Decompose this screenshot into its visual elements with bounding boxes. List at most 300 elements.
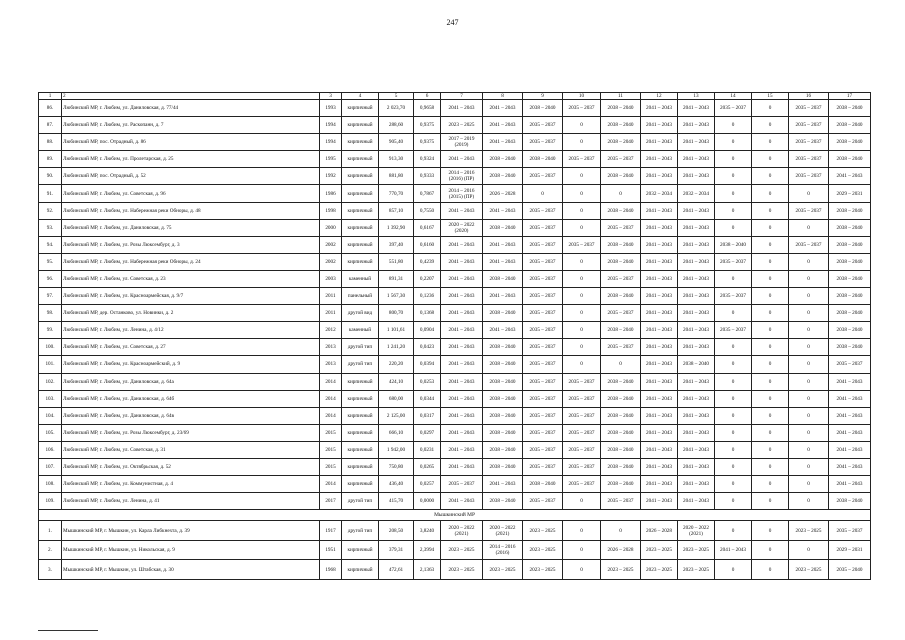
table-cell: кирпичный bbox=[342, 476, 379, 493]
table-cell: 97. bbox=[39, 288, 62, 305]
table-cell: 2,3994 bbox=[414, 540, 441, 560]
table-cell: 0,7867 bbox=[414, 185, 441, 202]
table-cell: 2041 – 2043 bbox=[483, 236, 523, 253]
table-row bbox=[39, 270, 871, 287]
table-cell: 14 bbox=[715, 93, 752, 100]
table-cell: 2041 – 2043 bbox=[441, 441, 483, 458]
table-cell: 2035 – 2037 bbox=[523, 493, 563, 510]
table-row bbox=[39, 407, 871, 424]
table-cell: 2029 – 2031 bbox=[829, 185, 871, 202]
table-cell: 2035 – 2037 bbox=[563, 476, 601, 493]
table-cell: 0,7550 bbox=[414, 202, 441, 219]
table-cell: 0 bbox=[563, 168, 601, 185]
table-cell: 0 bbox=[601, 356, 641, 373]
table-cell: 2038 – 2040 bbox=[678, 356, 715, 373]
table-cell: 2017 bbox=[320, 493, 342, 510]
table-cell: 96. bbox=[39, 270, 62, 287]
table-row bbox=[39, 373, 871, 390]
address-cell: Любинский МР, г. Любим, ул. Раскопанн, д. 7 bbox=[62, 117, 320, 134]
table-cell: 2023 – 2025 bbox=[641, 540, 678, 560]
table-cell: 2035 – 2037 bbox=[523, 424, 563, 441]
table-cell: 2038 – 2040 bbox=[829, 134, 871, 151]
table-cell: 0,0317 bbox=[414, 407, 441, 424]
table-cell: 2041 – 2043 bbox=[641, 476, 678, 493]
table-cell: 2041 – 2043 bbox=[641, 441, 678, 458]
table-cell: 2041 – 2043 bbox=[641, 288, 678, 305]
table-row bbox=[39, 253, 871, 270]
table-cell: 0 bbox=[715, 458, 752, 475]
table-cell: 0,0904 bbox=[414, 322, 441, 339]
table-cell: 2038 – 2040 bbox=[483, 305, 523, 322]
table-cell: 2035 – 2037 bbox=[829, 521, 871, 541]
table-cell: 2023 – 2025 bbox=[641, 560, 678, 580]
table-cell: 2041 – 2043 bbox=[441, 100, 483, 117]
table-cell: 2035 – 2037 bbox=[523, 288, 563, 305]
table-cell: 2023 – 2025 bbox=[523, 521, 563, 541]
address-cell: 2 bbox=[62, 93, 320, 100]
table-cell: 2014 bbox=[320, 407, 342, 424]
table-cell: 1998 bbox=[320, 202, 342, 219]
table-cell: 2035 – 2037 bbox=[789, 151, 829, 168]
table-cell: кирпичный bbox=[342, 151, 379, 168]
table-cell: 2041 – 2043 bbox=[715, 540, 752, 560]
table-cell: 2035 – 2037 bbox=[523, 305, 563, 322]
table-cell: 2041 – 2043 bbox=[678, 458, 715, 475]
table-cell: 0 bbox=[752, 441, 789, 458]
table-cell: 2035 – 2037 bbox=[523, 270, 563, 287]
table-cell: 0 bbox=[752, 202, 789, 219]
table-cell: 89. bbox=[39, 151, 62, 168]
table-cell: 2011 bbox=[320, 288, 342, 305]
table-cell: 0 bbox=[563, 202, 601, 219]
table-cell: 2038 – 2040 bbox=[483, 424, 523, 441]
table-row bbox=[39, 93, 871, 100]
table-cell: 2000 bbox=[320, 219, 342, 236]
table-cell: 95. bbox=[39, 253, 62, 270]
table-cell: 2035 – 2037 bbox=[789, 202, 829, 219]
table-cell: 1995 bbox=[320, 151, 342, 168]
address-cell: Любинский МР, дер. Останково, ул. Новинки, д. 2 bbox=[62, 305, 320, 322]
table-cell: 2041 – 2043 bbox=[678, 168, 715, 185]
table-cell: 0,4239 bbox=[414, 253, 441, 270]
table-cell: 0 bbox=[523, 185, 563, 202]
table-cell: 101. bbox=[39, 356, 62, 373]
table-cell: 13 bbox=[678, 93, 715, 100]
table-row bbox=[39, 134, 871, 151]
table-cell: 2041 – 2043 bbox=[641, 322, 678, 339]
table-cell: 2038 – 2040 bbox=[483, 407, 523, 424]
address-cell: Любинский МР, г. Любим, ул. Коммунистная, д. 4 bbox=[62, 476, 320, 493]
table-cell: 2038 – 2040 bbox=[601, 424, 641, 441]
table-cell: другой тип bbox=[342, 356, 379, 373]
table-cell: 2035 – 2040 bbox=[829, 560, 871, 580]
table-cell: 2041 – 2043 bbox=[829, 407, 871, 424]
address-cell: Любинский МР, пос. Отрадный, д. 86 bbox=[62, 134, 320, 151]
table-cell: кирпичный bbox=[342, 441, 379, 458]
footer-rule bbox=[38, 630, 98, 631]
table-cell: 2035 – 2037 bbox=[563, 390, 601, 407]
table-cell: 0 bbox=[563, 521, 601, 541]
table-cell: 2014 bbox=[320, 373, 342, 390]
table-cell: кирпичный bbox=[342, 219, 379, 236]
table-cell: кирпичный bbox=[342, 202, 379, 219]
table-cell: 2041 – 2043 bbox=[441, 373, 483, 390]
table-cell: 0 bbox=[752, 253, 789, 270]
table-cell: 0 bbox=[752, 151, 789, 168]
table-cell: 0 bbox=[752, 521, 789, 541]
table-cell: 0 bbox=[563, 270, 601, 287]
address-cell: Любинский МР, г. Любим, ул. Набережная реки Обноры, д. 48 bbox=[62, 202, 320, 219]
table-row bbox=[39, 493, 871, 510]
table-cell: 2035 – 2037 bbox=[789, 117, 829, 134]
table-cell: 2041 – 2043 bbox=[829, 390, 871, 407]
table-cell: 2041 – 2043 bbox=[441, 493, 483, 510]
table-cell: 2035 – 2037 bbox=[601, 305, 641, 322]
table-cell: 2041 – 2043 bbox=[678, 202, 715, 219]
table-cell: 0 bbox=[789, 305, 829, 322]
table-cell: 2003 bbox=[320, 270, 342, 287]
table-cell: 0 bbox=[715, 185, 752, 202]
table-cell: 0 bbox=[752, 339, 789, 356]
table-cell: 2014 bbox=[320, 476, 342, 493]
table-cell: 2041 – 2043 bbox=[641, 270, 678, 287]
table-cell: 2035 – 2037 bbox=[789, 168, 829, 185]
table-cell: 2041 – 2043 bbox=[483, 476, 523, 493]
table-cell: 0 bbox=[752, 236, 789, 253]
table-cell: 2020 – 2022 (2021) bbox=[483, 521, 523, 541]
table-cell: кирпичный bbox=[342, 373, 379, 390]
table-cell: 2041 – 2043 bbox=[483, 322, 523, 339]
table-cell: 4 bbox=[342, 93, 379, 100]
table-cell: 90. bbox=[39, 168, 62, 185]
table-cell: 2035 – 2037 bbox=[715, 288, 752, 305]
table-cell: 0,6160 bbox=[414, 236, 441, 253]
table-cell: 0,9333 bbox=[414, 168, 441, 185]
table-cell: 905,40 bbox=[379, 134, 414, 151]
table-cell: 0,0000 bbox=[414, 493, 441, 510]
table-cell: 0 bbox=[715, 424, 752, 441]
table-cell: панельный bbox=[342, 288, 379, 305]
table-cell: 2014 bbox=[320, 390, 342, 407]
address-cell: Любинский МР, г. Любим, ул. Красноармейская, д. 9/7 bbox=[62, 288, 320, 305]
table-cell: 2038 – 2040 bbox=[483, 168, 523, 185]
table-cell: 2023 – 2025 bbox=[483, 560, 523, 580]
table-cell: 0 bbox=[752, 185, 789, 202]
table-cell: 2038 – 2040 bbox=[601, 117, 641, 134]
table-cell: кирпичный bbox=[342, 134, 379, 151]
table-cell: 0 bbox=[752, 540, 789, 560]
table-row bbox=[39, 117, 871, 134]
table-cell: 2035 – 2037 bbox=[601, 493, 641, 510]
address-cell: Любинский МР, г. Любим, ул. Розы Люксембург, д. 23/69 bbox=[62, 424, 320, 441]
table-cell: 0 bbox=[789, 424, 829, 441]
table-cell: 0 bbox=[789, 407, 829, 424]
address-cell: Любинский МР, г. Любим, ул. Ленина, д. 4/12 bbox=[62, 322, 320, 339]
table-cell: 2023 – 2025 bbox=[678, 540, 715, 560]
table-cell: 2035 – 2037 bbox=[523, 458, 563, 475]
table-cell: другой тип bbox=[342, 339, 379, 356]
table-cell: 2035 – 2037 bbox=[523, 219, 563, 236]
table-cell: 2038 – 2040 bbox=[483, 356, 523, 373]
table-row bbox=[39, 424, 871, 441]
table-cell: 0 bbox=[752, 390, 789, 407]
table-cell: 2020 – 2022 (2021) bbox=[441, 521, 483, 541]
table-cell: 1951 bbox=[320, 540, 342, 560]
table-cell: 11 bbox=[601, 93, 641, 100]
table-cell: 3,8240 bbox=[414, 521, 441, 541]
table-cell: 472,61 bbox=[379, 560, 414, 580]
table-cell: кирпичный bbox=[342, 560, 379, 580]
table-cell: 15 bbox=[752, 93, 789, 100]
table-cell: 2,1363 bbox=[414, 560, 441, 580]
table-cell: 2038 – 2040 bbox=[483, 441, 523, 458]
table-cell: 1 bbox=[39, 93, 62, 100]
table-cell: 2014 – 2016 (2016) bbox=[483, 540, 523, 560]
table-cell: 0 bbox=[752, 117, 789, 134]
table-cell: 2038 – 2040 bbox=[483, 151, 523, 168]
table-cell: 2041 – 2043 bbox=[441, 236, 483, 253]
table-cell: 0 bbox=[715, 151, 752, 168]
table-cell: 0 bbox=[715, 560, 752, 580]
table-cell: 2035 – 2037 bbox=[715, 322, 752, 339]
table-cell: 2038 – 2040 bbox=[829, 322, 871, 339]
table-cell: 2041 – 2043 bbox=[678, 441, 715, 458]
page-number: 247 bbox=[446, 18, 459, 27]
address-cell: Любинский МР, г. Любим, ул. Красноармейский, д. 9 bbox=[62, 356, 320, 373]
table-cell: 0 bbox=[789, 476, 829, 493]
table-cell: 2035 – 2037 bbox=[601, 339, 641, 356]
table-cell: кирпичный bbox=[342, 100, 379, 117]
table-cell: 2035 – 2037 bbox=[601, 270, 641, 287]
table-cell: 17 bbox=[829, 93, 871, 100]
section-row bbox=[39, 510, 871, 521]
table-cell: 0 bbox=[752, 560, 789, 580]
table-cell: 0,9658 bbox=[414, 100, 441, 117]
table-row bbox=[39, 100, 871, 117]
table-cell: 105. bbox=[39, 424, 62, 441]
table-cell: 0 bbox=[715, 441, 752, 458]
table-cell: 0 bbox=[752, 493, 789, 510]
address-cell: Любинский МР, г. Любим, ул. Советская, д. 96 bbox=[62, 185, 320, 202]
table-row bbox=[39, 441, 871, 458]
table-cell: 2038 – 2040 bbox=[601, 253, 641, 270]
table-cell: 2041 – 2043 bbox=[678, 424, 715, 441]
table-cell: 770,70 bbox=[379, 185, 414, 202]
table-cell: 2023 – 2025 bbox=[789, 560, 829, 580]
table-cell: 2. bbox=[39, 540, 62, 560]
table-cell: 0 bbox=[563, 305, 601, 322]
table-cell: 2041 – 2043 bbox=[641, 117, 678, 134]
table-cell: 2023 – 2025 bbox=[523, 560, 563, 580]
table-cell: 2035 – 2037 bbox=[523, 441, 563, 458]
table-cell: 2026 – 2028 bbox=[483, 185, 523, 202]
table-cell: 2013 bbox=[320, 356, 342, 373]
table-cell: 2 125,00 bbox=[379, 407, 414, 424]
table-cell: 0,9375 bbox=[414, 117, 441, 134]
table-cell: 2035 – 2037 bbox=[523, 322, 563, 339]
table-cell: 2026 – 2028 bbox=[601, 540, 641, 560]
table-cell: кирпичный bbox=[342, 540, 379, 560]
table-cell: 0 bbox=[563, 253, 601, 270]
table-cell: 92. bbox=[39, 202, 62, 219]
table-cell: 2041 – 2043 bbox=[483, 100, 523, 117]
table-cell: 2032 – 2034 bbox=[641, 185, 678, 202]
table-cell: 7 bbox=[441, 93, 483, 100]
table-cell: 2035 – 2037 bbox=[563, 458, 601, 475]
table-cell: 2041 – 2043 bbox=[678, 390, 715, 407]
table-cell: 2041 – 2043 bbox=[829, 476, 871, 493]
table-cell: 2038 – 2040 bbox=[483, 373, 523, 390]
address-cell: Мышкинский МР, г. Мышкин, ул. Никольская, д. 9 bbox=[62, 540, 320, 560]
table-cell: 10 bbox=[563, 93, 601, 100]
table-cell: 2041 – 2043 bbox=[441, 458, 483, 475]
table-cell: 2038 – 2040 bbox=[601, 373, 641, 390]
table-cell: 2041 – 2043 bbox=[641, 339, 678, 356]
table-cell: 2038 – 2040 bbox=[829, 117, 871, 134]
table-cell: 0 bbox=[789, 390, 829, 407]
table-cell: 0 bbox=[563, 219, 601, 236]
table-cell: 2038 – 2040 bbox=[829, 219, 871, 236]
table-cell: 208,50 bbox=[379, 521, 414, 541]
table-cell: 0 bbox=[789, 540, 829, 560]
table-cell: 2017 – 2019 (2019) bbox=[441, 134, 483, 151]
table-cell: кирпичный bbox=[342, 407, 379, 424]
table-cell: 2035 – 2037 bbox=[789, 100, 829, 117]
table-cell: 2041 – 2043 bbox=[678, 134, 715, 151]
table-cell: 2041 – 2043 bbox=[829, 168, 871, 185]
table-cell: 1. bbox=[39, 521, 62, 541]
table-cell: 2014 – 2016 (2016) (ПР) bbox=[441, 168, 483, 185]
table-cell: 86. bbox=[39, 100, 62, 117]
table-cell: 397,40 bbox=[379, 236, 414, 253]
table-row bbox=[39, 151, 871, 168]
address-cell: Любинский МР, г. Любим, ул. Даниловская, д. 77/44 bbox=[62, 100, 320, 117]
table-cell: 2002 bbox=[320, 236, 342, 253]
table-cell: 2038 – 2040 bbox=[829, 270, 871, 287]
table-cell: 2035 – 2037 bbox=[523, 373, 563, 390]
table-cell: 1993 bbox=[320, 100, 342, 117]
table-cell: 108. bbox=[39, 476, 62, 493]
table-cell: другой вид bbox=[342, 305, 379, 322]
table-cell: 2026 – 2028 bbox=[641, 521, 678, 541]
table-cell: каменный bbox=[342, 270, 379, 287]
table-cell: 0 bbox=[563, 540, 601, 560]
table-cell: 424,10 bbox=[379, 373, 414, 390]
address-cell: Любинский МР, г. Любим, ул. Даниловская, д. 64б bbox=[62, 390, 320, 407]
table-cell: 2035 – 2037 bbox=[563, 424, 601, 441]
table-cell: 2023 – 2025 bbox=[678, 560, 715, 580]
table-cell: 1 392,90 bbox=[379, 219, 414, 236]
table-cell: 107. bbox=[39, 458, 62, 475]
table-row bbox=[39, 185, 871, 202]
table-cell: 2013 bbox=[320, 339, 342, 356]
table-cell: другой тип bbox=[342, 521, 379, 541]
table-cell: 0 bbox=[715, 270, 752, 287]
table-cell: 3. bbox=[39, 560, 62, 580]
table-cell: 2023 – 2025 bbox=[441, 560, 483, 580]
table-cell: 2029 – 2031 bbox=[829, 540, 871, 560]
table-cell: 1994 bbox=[320, 134, 342, 151]
table-cell: 0 bbox=[715, 219, 752, 236]
table-cell: 0 bbox=[752, 373, 789, 390]
table-cell: 2041 – 2043 bbox=[641, 407, 678, 424]
table-cell: 379,31 bbox=[379, 540, 414, 560]
table-cell: 2035 – 2037 bbox=[523, 134, 563, 151]
table-row bbox=[39, 390, 871, 407]
table-cell: 0 bbox=[715, 305, 752, 322]
table-cell: 2041 – 2043 bbox=[829, 373, 871, 390]
address-cell: Любинский МР, г. Любим, ул. Даниловская, д. 75 bbox=[62, 219, 320, 236]
table-row bbox=[39, 219, 871, 236]
table-cell: 2035 – 2037 bbox=[523, 339, 563, 356]
table-cell: 0 bbox=[601, 521, 641, 541]
table-cell: 0 bbox=[601, 185, 641, 202]
table-cell: 2041 – 2043 bbox=[441, 390, 483, 407]
table-cell: 2041 – 2043 bbox=[678, 476, 715, 493]
table-cell: 2002 bbox=[320, 253, 342, 270]
table-cell: 2041 – 2043 bbox=[441, 202, 483, 219]
table-cell: 800,70 bbox=[379, 305, 414, 322]
table-cell: 2035 – 2037 bbox=[563, 236, 601, 253]
table-cell: 2035 – 2037 bbox=[601, 151, 641, 168]
table-cell: 0 bbox=[563, 356, 601, 373]
table-cell: 2038 – 2040 bbox=[601, 407, 641, 424]
table-cell: 2015 bbox=[320, 458, 342, 475]
table-row bbox=[39, 288, 871, 305]
table-cell: 2038 – 2040 bbox=[601, 458, 641, 475]
address-cell: Любинский МР, г. Любим, ул. Ленина, д. 41 bbox=[62, 493, 320, 510]
table-cell: 2035 – 2037 bbox=[563, 373, 601, 390]
table-row bbox=[39, 202, 871, 219]
table-cell: 0,0297 bbox=[414, 424, 441, 441]
table-cell: 0 bbox=[789, 441, 829, 458]
table-cell: 0 bbox=[752, 305, 789, 322]
table-cell: 0 bbox=[563, 185, 601, 202]
table-cell: кирпичный bbox=[342, 390, 379, 407]
table-cell: 2038 – 2040 bbox=[601, 476, 641, 493]
table-cell: 2041 – 2043 bbox=[641, 253, 678, 270]
table-cell: 2041 – 2043 bbox=[441, 305, 483, 322]
table-cell: 2041 – 2043 bbox=[641, 100, 678, 117]
address-cell: Любинский МР, г. Любим, ул. Набережная реки Обноры, д. 24 bbox=[62, 253, 320, 270]
table-cell: 0,0257 bbox=[414, 476, 441, 493]
table-cell: 2041 – 2043 bbox=[641, 373, 678, 390]
table-cell: 2041 – 2043 bbox=[483, 134, 523, 151]
table-cell: 0 bbox=[789, 493, 829, 510]
table-row bbox=[39, 521, 871, 541]
table-cell: 2023 – 2025 bbox=[523, 540, 563, 560]
table-cell: 0 bbox=[715, 202, 752, 219]
table-cell: 2041 – 2043 bbox=[641, 219, 678, 236]
table-cell: 1968 bbox=[320, 560, 342, 580]
table-row bbox=[39, 322, 871, 339]
table-cell: 2041 – 2043 bbox=[641, 305, 678, 322]
table-cell: 1 101,61 bbox=[379, 322, 414, 339]
table-cell: 551,80 bbox=[379, 253, 414, 270]
table-cell: 891,31 bbox=[379, 270, 414, 287]
table-cell: 1992 bbox=[320, 168, 342, 185]
table-cell: 0 bbox=[752, 458, 789, 475]
table-cell: 2035 – 2037 bbox=[523, 202, 563, 219]
address-cell: Любинский МР, г. Любим, ул. Советская, д. 23 bbox=[62, 270, 320, 287]
table-cell: 6 bbox=[414, 93, 441, 100]
table-cell: 2038 – 2040 bbox=[601, 322, 641, 339]
table-cell: 2038 – 2040 bbox=[523, 476, 563, 493]
table-cell: 2038 – 2040 bbox=[601, 236, 641, 253]
table-cell: 2041 – 2043 bbox=[829, 424, 871, 441]
capital-repair-schedule-table bbox=[38, 92, 871, 580]
table-cell: 881,80 bbox=[379, 168, 414, 185]
